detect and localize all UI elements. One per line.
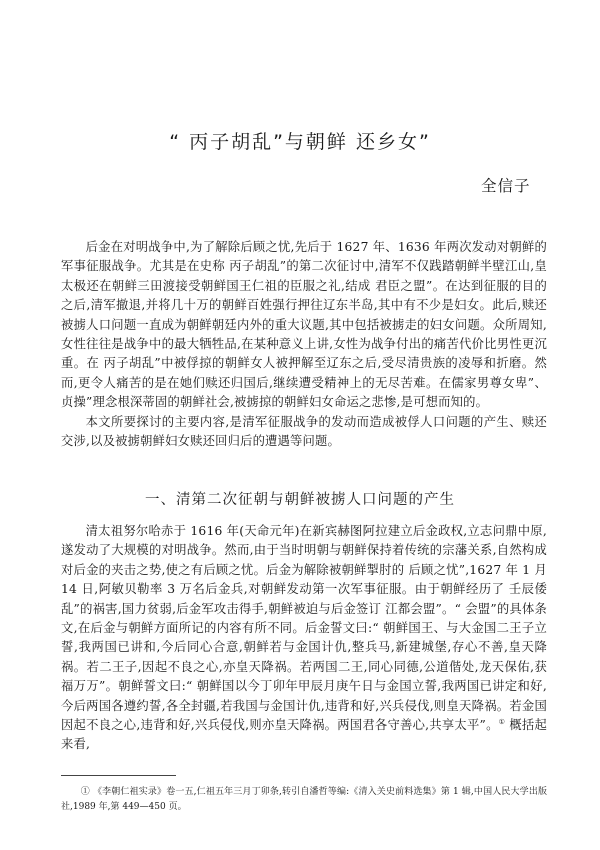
article-title: “ 丙子胡乱”与朝鲜 还乡女” — [169, 131, 431, 153]
section1-paragraph — [61, 522, 547, 755]
article-author: 全信子 — [481, 177, 531, 195]
footnote-marker[interactable]: ① — [498, 717, 506, 726]
section1-body — [61, 522, 547, 755]
section1-paragraph-text: 清太祖努尔哈赤于 1616 年(天命元年)在新宾赫图阿拉建立后金政权,立志问鼎中原,遂发动了大规模的对明战争。然而,由于当时明朝与朝鲜保持着传统的宗藩关系,自然构成对后金的夹击之势,使之有后顾之忧。后金为解除被朝鲜掣肘的 后顾之忧”,1627 年 1 月 14 日,阿敏贝勒率 3 万名后金兵,对朝鲜发动第一次军事征服。由于朝鲜经历了 壬辰倭乱”的祸害,国力贫弱,后金军攻击得手,朝鲜被迫与后金签订 江都会盟”。“ 会盟”的具体条文,在后金与朝鲜方面所记的内容有所不同。后金誓文曰:“ 朝鲜国王、与大金国二王子立誓,我两国已讲和,今后同心合意,朝鲜若与金国计仇,整兵马,新建城堡,存心不善,皇天降祸。若二王子,因起不良之心,亦皇天降祸。若两国二王,同心同德,公道偕处,龙天保佑,获福万万”。朝鲜誓文曰:“ 朝鲜国以今丁卯年甲辰月庚午日与金国立誓,我两国已讲定和好,今后两国各遵约誓,各全封疆,若我国与金国计仇,违背和好,兴兵侵伐,则皇天降祸。若金国因起不良之心,违背和好,兴兵侵伐,则亦皇天降祸。两国君各守善心,共享太平”。 — [61, 524, 547, 733]
intro-paragraph: 后金在对明战争中,为了解除后顾之忧,先后于 1627 年、1636 年两次发动对朝鲜的军事征服战争。尤其是在史称 丙子胡乱”的第二次征讨中,清军不仅践踏朝鲜半壁江山,皇太极还在朝鲜三田渡接受朝鲜国王仁祖的臣服之礼,结成 君臣之盟”。在达到征服的目的之后,清军撤退,并将几十万的朝鲜百姓强行押往辽东半岛,其中有不少是妇女。此后,赎还被掳人口问题一直成为朝鲜朝廷内外的重大议题,其中包括被掳走的妇女问题。众所周知,女性往往是战争中的最大牺牲品,在某种意义上讲,女性为战争付出的痛苦代价比男性更沉重。在 丙子胡乱”中被俘掠的朝鲜女人被押解至辽东之后,受尽清贵族的凌辱和折磨。然而,更令人痛苦的是在她们赎还归国后,继续遭受精神上的无尽苦难。在儒家男尊女卑”、贞操”理念根深蒂固的朝鲜社会,被掳掠的朝鲜妇女命运之悲惨,是可想而知的。 — [61, 240, 547, 410]
intro-section — [61, 238, 547, 451]
intro-paragraph: 本文所要探讨的主要内容,是清军征服战争的发动而造成被俘人口问题的产生、赎还交涉,以及被掳朝鲜妇女赎还回归后的遭遇等问题。 — [61, 414, 547, 449]
section-heading: 一、清第二次征朝与朝鲜被掳人口问题的产生 — [145, 492, 455, 508]
footnote: ① 《李朝仁祖实录》卷一五,仁祖五年三月丁卯条,转引自潘哲等编:《清入关史前料选集》第 1 辑,中国人民大学出版社,1989 年,第 449—450 页。 — [61, 787, 547, 812]
section1-paragraph-tail: 概括起来看, — [61, 718, 547, 752]
footnote-divider — [61, 775, 176, 776]
